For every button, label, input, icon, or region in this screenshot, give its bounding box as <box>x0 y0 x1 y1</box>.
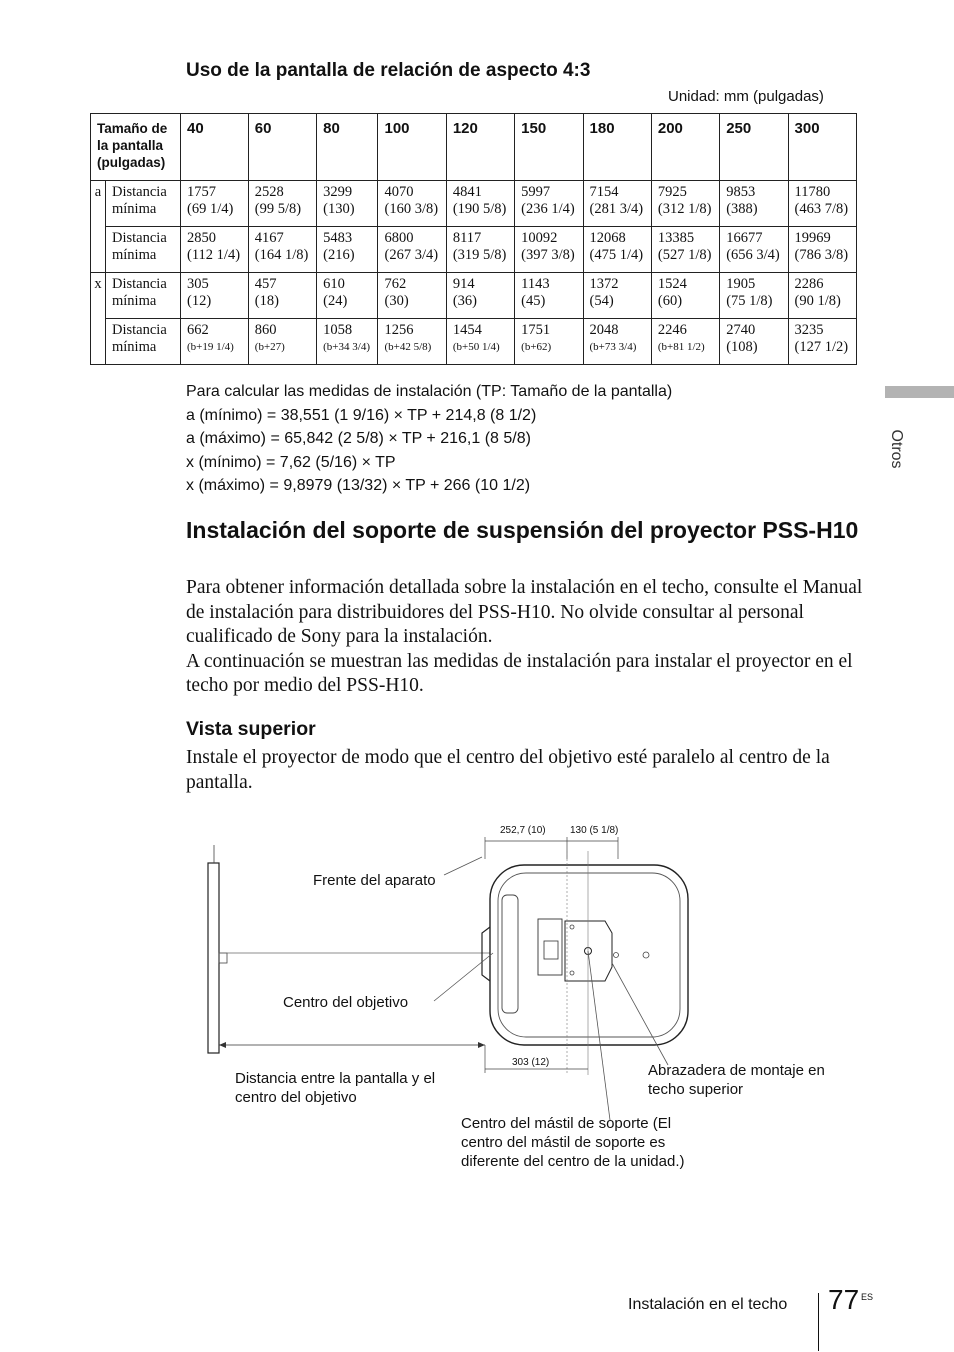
cell-inches: (b+73 3/4) <box>589 341 637 353</box>
cell-inches: (112 1/4) <box>187 247 241 263</box>
language-code: ES <box>861 1292 874 1302</box>
cell-inches: (281 3/4) <box>589 201 644 217</box>
cell-mm: 5997 <box>521 184 551 200</box>
table-cell <box>378 273 446 319</box>
cell-inches: (75 1/8) <box>726 293 773 309</box>
table-cell <box>181 181 249 227</box>
projector-body <box>490 865 688 1045</box>
row-group-label: x <box>91 273 106 365</box>
table-cell <box>583 181 651 227</box>
table-cell <box>446 227 514 273</box>
cell-mm: 1905 <box>726 276 756 292</box>
table-cell <box>378 319 446 365</box>
cell-mm: 10092 <box>521 230 558 246</box>
label-distance: Distancia entre la pantalla y el centro del objetivo <box>235 1070 436 1106</box>
cell-mm: 2528 <box>254 184 284 200</box>
cell-inches: (99 5/8) <box>254 201 302 217</box>
paragraph: Instale el proyector de modo que el centro del objetivo esté paralelo al centro de la pantalla. <box>186 747 830 793</box>
cell-mm: 914 <box>452 276 475 292</box>
cell-mm: 13385 <box>657 230 695 246</box>
cell-inches: (127 1/2) <box>794 339 849 355</box>
cell-inches: (36) <box>452 293 477 309</box>
row-label: Distancia mínima <box>106 181 181 227</box>
cell-inches: (b+27) <box>254 341 285 353</box>
table-cell <box>515 319 583 365</box>
cell-mm: 1524 <box>657 276 687 292</box>
row-label: Distancia mínima <box>106 273 181 319</box>
cell-inches: (164 1/8) <box>254 247 309 263</box>
paragraph: Para obtener información detallada sobre la instalación en el techo, consulte el Manual de instalación para distribuidores del PSS-H10. No olvide consultar al personal cualificado de Sony para la instalación. <box>186 577 863 648</box>
label-pole: Centro del mástil de soporte (El centro del mástil de soporte es diferente del centro de la unidad.) <box>461 1115 685 1170</box>
table-cell <box>181 273 249 319</box>
label-bracket: Abrazadera de montaje en techo superior <box>648 1062 825 1098</box>
intro-paragraphs <box>186 576 866 699</box>
cell-inches: (388) <box>726 201 758 217</box>
header-size: 300 <box>788 114 856 181</box>
side-tab-bar <box>885 386 954 398</box>
page-number: 77 <box>828 1284 860 1315</box>
row-group-label: a <box>91 181 106 273</box>
cell-mm: 11780 <box>794 184 831 200</box>
table-cell <box>378 181 446 227</box>
table-cell <box>317 273 378 319</box>
dim-top-right: 130 (5 1/8) <box>570 825 619 836</box>
cell-inches: (397 3/8) <box>521 247 575 263</box>
table-cell <box>181 319 249 365</box>
table-cell <box>446 273 514 319</box>
cell-mm: 2246 <box>657 322 687 338</box>
table-header-row <box>91 114 857 181</box>
table-cell <box>788 181 856 227</box>
footer-section: Instalación en el techo <box>628 1296 788 1313</box>
paragraph: A continuación se muestran las medidas de instalación para instalar el proyector en el techo por medio del PSS-H10. <box>186 650 853 697</box>
cell-inches: (190 5/8) <box>452 201 507 217</box>
cell-inches: (236 1/4) <box>521 201 575 217</box>
cell-mm: 4167 <box>254 230 284 246</box>
section-title: Uso de la pantalla de relación de aspecto 4:3 <box>186 60 591 81</box>
table-cell <box>515 181 583 227</box>
table-cell <box>446 319 514 365</box>
cell-mm: 4070 <box>384 184 414 200</box>
top-view-diagram <box>180 815 880 1215</box>
cell-inches: (54) <box>589 293 614 309</box>
table-cell <box>651 319 719 365</box>
cell-mm: 305 <box>187 276 209 292</box>
cell-mm: 8117 <box>452 230 482 246</box>
formula-line: a (mínimo) = 38,551 (1 9/16) × TP + 214,8 (8 1/2) <box>186 406 537 424</box>
table-cell <box>720 319 788 365</box>
cell-mm: 2286 <box>794 276 824 292</box>
table-cell <box>583 319 651 365</box>
table-cell <box>248 273 316 319</box>
cell-inches: (312 1/8) <box>657 201 712 217</box>
header-size-label: Tamaño de la pantalla (pulgadas) <box>91 114 181 181</box>
cell-inches: (267 3/4) <box>384 247 439 263</box>
cell-mm: 1143 <box>521 276 550 292</box>
header-size: 80 <box>317 114 378 181</box>
table-cell <box>651 273 719 319</box>
cell-inches: (b+42 5/8) <box>384 341 432 353</box>
table-cell <box>788 227 856 273</box>
cell-inches: (319 5/8) <box>452 247 507 263</box>
header-size: 250 <box>720 114 788 181</box>
subtitle: Vista superior <box>186 718 316 740</box>
table-cell <box>720 181 788 227</box>
cell-mm: 1058 <box>323 322 353 338</box>
cell-inches: (24) <box>323 293 348 309</box>
table-cell <box>317 227 378 273</box>
cell-mm: 457 <box>254 276 277 292</box>
cell-mm: 7925 <box>657 184 687 200</box>
formula-line: a (máximo) = 65,842 (2 5/8) × TP + 216,1 (8 5/8) <box>186 430 531 447</box>
table-cell <box>583 227 651 273</box>
cell-mm: 12068 <box>589 230 626 246</box>
cell-mm: 762 <box>384 276 407 292</box>
label-front: Frente del aparato <box>313 872 436 889</box>
cell-inches: (656 3/4) <box>726 247 780 263</box>
cell-mm: 1454 <box>452 322 482 338</box>
label-lens-center: Centro del objetivo <box>283 994 409 1011</box>
formula-intro: Para calcular las medidas de instalación (TP: Tamaño de la pantalla) <box>186 383 673 400</box>
cell-inches: (b+34 3/4) <box>323 341 370 353</box>
table-cell <box>788 273 856 319</box>
row-label: Distancia mínima <box>106 319 181 365</box>
table-cell <box>788 319 856 365</box>
header-size: 150 <box>515 114 583 181</box>
table-cell <box>378 227 446 273</box>
cell-mm: 7154 <box>589 184 619 200</box>
cell-mm: 4841 <box>452 184 482 200</box>
table-cell <box>720 273 788 319</box>
cell-inches: (90 1/8) <box>794 293 841 309</box>
cell-inches: (463 7/8) <box>794 201 849 217</box>
cell-mm: 610 <box>323 276 345 292</box>
cell-inches: (b+50 1/4) <box>452 341 500 353</box>
table-cell <box>720 227 788 273</box>
screen-shape <box>208 863 219 1053</box>
table-row <box>91 227 857 273</box>
dim-top-left: 252,7 (10) <box>500 825 546 836</box>
cell-inches: (216) <box>323 247 355 263</box>
cell-inches: (60) <box>657 293 683 309</box>
table-cell <box>651 227 719 273</box>
header-size: 180 <box>583 114 651 181</box>
cell-mm: 16677 <box>726 230 763 246</box>
cell-inches: (b+81 1/2) <box>657 341 705 353</box>
cell-mm: 19969 <box>794 230 831 246</box>
table-row <box>91 181 857 227</box>
side-tab-label: Otros <box>888 429 905 469</box>
cell-mm: 3235 <box>794 322 824 338</box>
cell-mm: 860 <box>254 322 277 338</box>
cell-mm: 1372 <box>589 276 619 292</box>
table-cell <box>317 319 378 365</box>
cell-mm: 5483 <box>323 230 353 246</box>
table-row <box>91 319 857 365</box>
table-cell <box>446 181 514 227</box>
cell-inches: (45) <box>521 293 546 309</box>
footer-divider <box>818 1293 819 1351</box>
cell-inches: (b+19 1/4) <box>187 341 234 353</box>
table-cell <box>583 273 651 319</box>
cell-mm: 2740 <box>726 322 756 338</box>
cell-mm: 1757 <box>187 184 216 200</box>
header-size: 60 <box>248 114 316 181</box>
cell-inches: (12) <box>187 293 212 309</box>
table-cell <box>248 227 316 273</box>
formula-line: x (máximo) = 9,8979 (13/32) × TP + 266 (10 1/2) <box>186 477 531 494</box>
cell-inches: (18) <box>254 293 279 309</box>
cell-inches: (b+62) <box>521 341 552 353</box>
cell-inches: (108) <box>726 339 758 355</box>
formulas <box>186 380 672 498</box>
formula-line: x (mínimo) = 7,62 (5/16) × TP <box>186 453 396 471</box>
cell-inches: (160 3/8) <box>384 201 439 217</box>
header-size: 40 <box>181 114 249 181</box>
main-title: Instalación del soporte de suspensión del proyector PSS-H10 <box>186 517 859 543</box>
cell-mm: 1751 <box>521 322 551 338</box>
cell-inches: (30) <box>384 293 409 309</box>
table-cell <box>248 319 316 365</box>
cell-inches: (130) <box>323 201 355 217</box>
cell-mm: 9853 <box>726 184 756 200</box>
cell-inches: (786 3/8) <box>794 247 849 263</box>
cell-mm: 1256 <box>384 322 414 338</box>
dim-bottom: 303 (12) <box>512 1057 550 1068</box>
table-cell <box>515 227 583 273</box>
table-cell <box>515 273 583 319</box>
cell-inches: (69 1/4) <box>187 201 234 217</box>
cell-mm: 2048 <box>589 322 619 338</box>
table-cell <box>317 181 378 227</box>
unit-note: Unidad: mm (pulgadas) <box>668 88 824 105</box>
header-size: 120 <box>446 114 514 181</box>
cell-inches: (527 1/8) <box>657 247 712 263</box>
table-cell <box>651 181 719 227</box>
row-label: Distancia mínima <box>106 227 181 273</box>
cell-mm: 3299 <box>323 184 353 200</box>
header-size: 100 <box>378 114 446 181</box>
dimensions-table <box>90 113 857 365</box>
cell-mm: 6800 <box>384 230 414 246</box>
cell-inches: (475 1/4) <box>589 247 644 263</box>
cell-mm: 2850 <box>187 230 216 246</box>
header-size: 200 <box>651 114 719 181</box>
cell-mm: 662 <box>187 322 209 338</box>
table-row <box>91 273 857 319</box>
table-cell <box>248 181 316 227</box>
table-cell <box>181 227 249 273</box>
